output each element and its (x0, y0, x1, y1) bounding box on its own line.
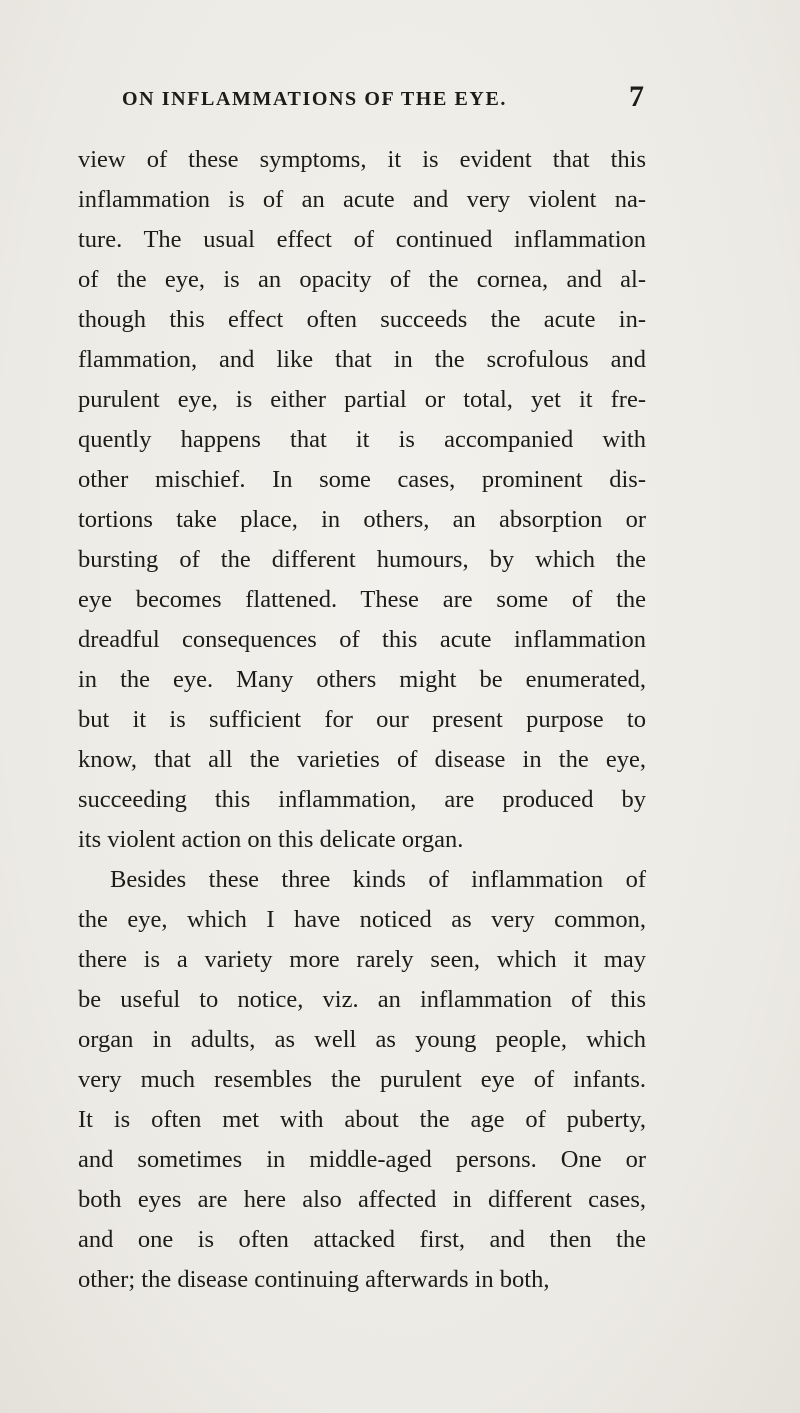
text-line: though this effect often succeeds the acute in- (78, 306, 646, 333)
body-text (78, 140, 646, 1300)
text-line: flammation, and like that in the scrofulous and (78, 346, 646, 373)
text-line: inflammation is of an acute and very violent na- (78, 186, 646, 213)
text-line: It is often met with about the age of puberty, (78, 1106, 646, 1133)
text-line: quently happens that it is accompanied with (78, 426, 646, 453)
text-line: but it is sufficient for our present purpose to (78, 706, 646, 733)
text-line: view of these symptoms, it is evident that this (78, 146, 646, 173)
text-line: of the eye, is an opacity of the cornea, and al- (78, 266, 646, 293)
running-head: ON INFLAMMATIONS OF THE EYE. (122, 88, 508, 110)
text-line: Besides these three kinds of inflammation of (110, 866, 646, 893)
text-line: in the eye. Many others might be enumerated, (78, 666, 646, 693)
text-line: its violent action on this delicate organ. (78, 826, 464, 853)
text-line: purulent eye, is either partial or total, yet it fre- (78, 386, 646, 413)
text-line: very much resembles the purulent eye of infants. (78, 1066, 646, 1093)
text-line: dreadful consequences of this acute inflammation (78, 626, 646, 653)
text-line: and sometimes in middle-aged persons. One or (78, 1146, 646, 1173)
text-line: and one is often attacked first, and then the (78, 1226, 646, 1253)
text-line: organ in adults, as well as young people, which (78, 1026, 646, 1053)
text-line: tortions take place, in others, an absorption or (78, 506, 646, 533)
page-header (122, 80, 644, 122)
text-line: know, that all the varieties of disease in the eye, (78, 746, 646, 773)
text-line: succeeding this inflammation, are produced by (78, 786, 646, 813)
page-number: 7 (629, 80, 644, 113)
text-line: other mischief. In some cases, prominent dis- (78, 466, 646, 493)
text-line: bursting of the different humours, by which the (78, 546, 646, 573)
text-line: eye becomes flattened. These are some of the (78, 586, 646, 613)
text-line: there is a variety more rarely seen, which it may (78, 946, 646, 973)
text-line: both eyes are here also affected in different cases, (78, 1186, 646, 1213)
text-line: be useful to notice, viz. an inflammation of this (78, 986, 646, 1013)
text-line: other; the disease continuing afterwards in both, (78, 1266, 550, 1293)
text-line: the eye, which I have noticed as very common, (78, 906, 646, 933)
text-line: ture. The usual effect of continued inflammation (78, 226, 646, 253)
